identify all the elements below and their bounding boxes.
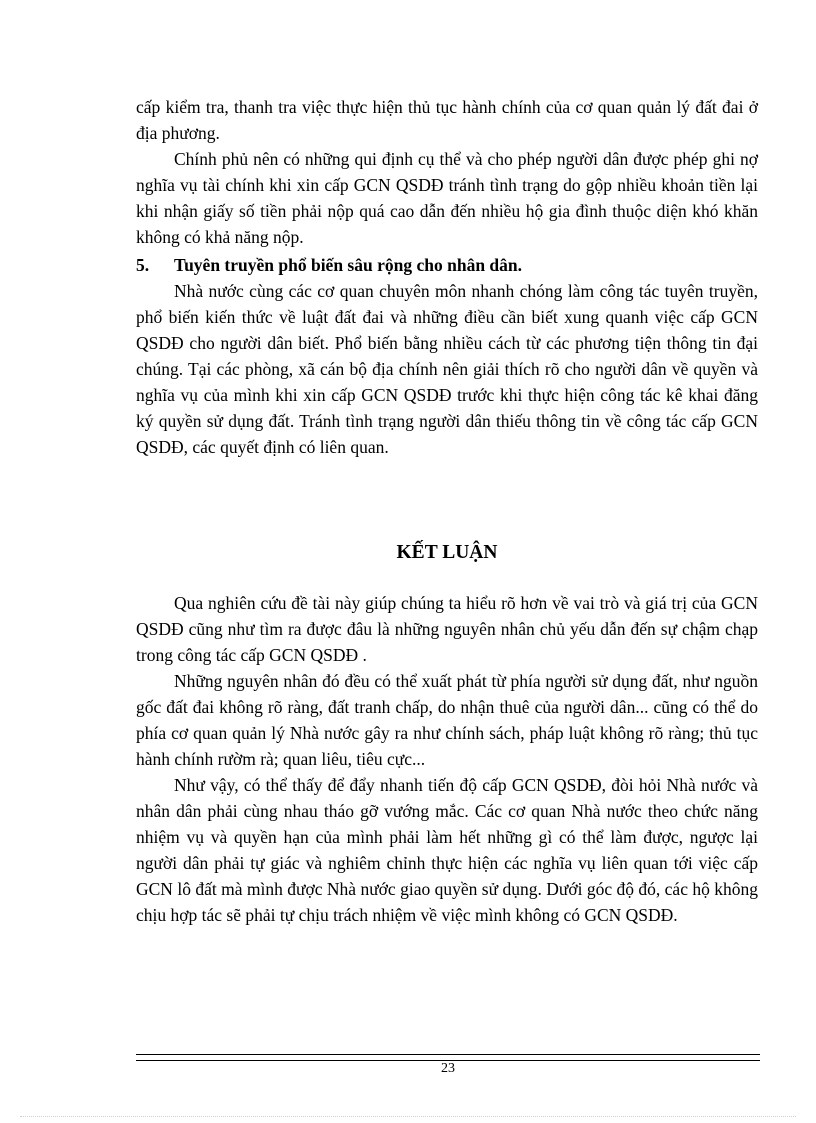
conclusion-title: KẾT LUẬN bbox=[396, 542, 498, 563]
conclusion-paragraph-2: Những nguyên nhân đó đều có thể xuất phát từ phía người sử dụng đất, như nguồn gốc đất đai không rõ ràng, đất tranh chấp, do nhận thuê của người dân... cũng có thể do phía cơ quan quản lý Nhà nước gây ra như chính sách, pháp luật không rõ ràng; thủ tục hành chính rườm rà; quan liêu, tiêu cực... bbox=[136, 671, 758, 769]
conclusion-paragraph-1: Qua nghiên cứu đề tài này giúp chúng ta hiểu rõ hơn về vai trò và giá trị của GCN QSDĐ cũng như tìm ra được đâu là những nguyên nhân chủ yếu dẫn đến sự chậm chạp trong công tác cấp GCN QSDĐ . bbox=[136, 593, 758, 665]
continuation-paragraph: cấp kiểm tra, thanh tra việc thực hiện thủ tục hành chính của cơ quan quản lý đất đai ở địa phương. bbox=[136, 97, 758, 143]
conclusion-text-block bbox=[136, 590, 758, 928]
section-5-paragraph: Nhà nước cùng các cơ quan chuyên môn nhanh chóng làm công tác tuyên truyền, phổ biến kiến thức về luật đất đai và những điều cần biết xung quanh việc cấp GCN QSDĐ cho người dân biết. Phổ biến bằng nhiều cách từ các phương tiện thông tin đại chúng. Tại các phòng, xã cán bộ địa chính nên giải thích rõ cho người dân về quyền và nghĩa vụ của mình khi xin cấp GCN QSDĐ trước khi thực hiện công tác kê khai đăng ký quyền sử dụng đất. Tránh tình trạng người dân thiếu thông tin về công tác cấp GCN QSDĐ, các quyết định có liên quan. bbox=[136, 281, 758, 457]
government-recommendation-paragraph: Chính phủ nên có những qui định cụ thể và cho phép người dân được phép ghi nợ nghĩa vụ tài chính khi xin cấp GCN QSDĐ tránh tình trạng do gộp nhiều khoản tiền lại khi nhận giấy số tiền phải nộp quá cao dẫn đến nhiều hộ gia đình thuộc diện khó khăn không có khả năng nộp. bbox=[136, 149, 758, 247]
conclusion-paragraph-3: Như vậy, có thể thấy để đẩy nhanh tiến độ cấp GCN QSDĐ, đòi hỏi Nhà nước và nhân dân phải cùng nhau tháo gỡ vướng mắc. Các cơ quan Nhà nước theo chức năng nhiệm vụ và quyền hạn của mình phải làm hết những gì có thể làm được, ngược lại người dân phải tự giác và nghiêm chỉnh thực hiện các nghĩa vụ liên quan tới việc cấp GCN lô đất mà mình được Nhà nước giao quyền sử dụng. Dưới góc độ đó, các hộ không chịu hợp tác sẽ phải tự chịu trách nhiệm về việc mình không có GCN QSDĐ. bbox=[136, 775, 758, 925]
top-text-block bbox=[136, 94, 758, 460]
section-5-title: Tuyên truyền phổ biến sâu rộng cho nhân dân. bbox=[174, 255, 523, 275]
section-5-heading bbox=[136, 252, 758, 278]
section-5-number: 5. bbox=[136, 255, 150, 275]
page-bottom-dotted-edge bbox=[20, 1116, 796, 1117]
page-number: 23 bbox=[441, 1061, 455, 1076]
